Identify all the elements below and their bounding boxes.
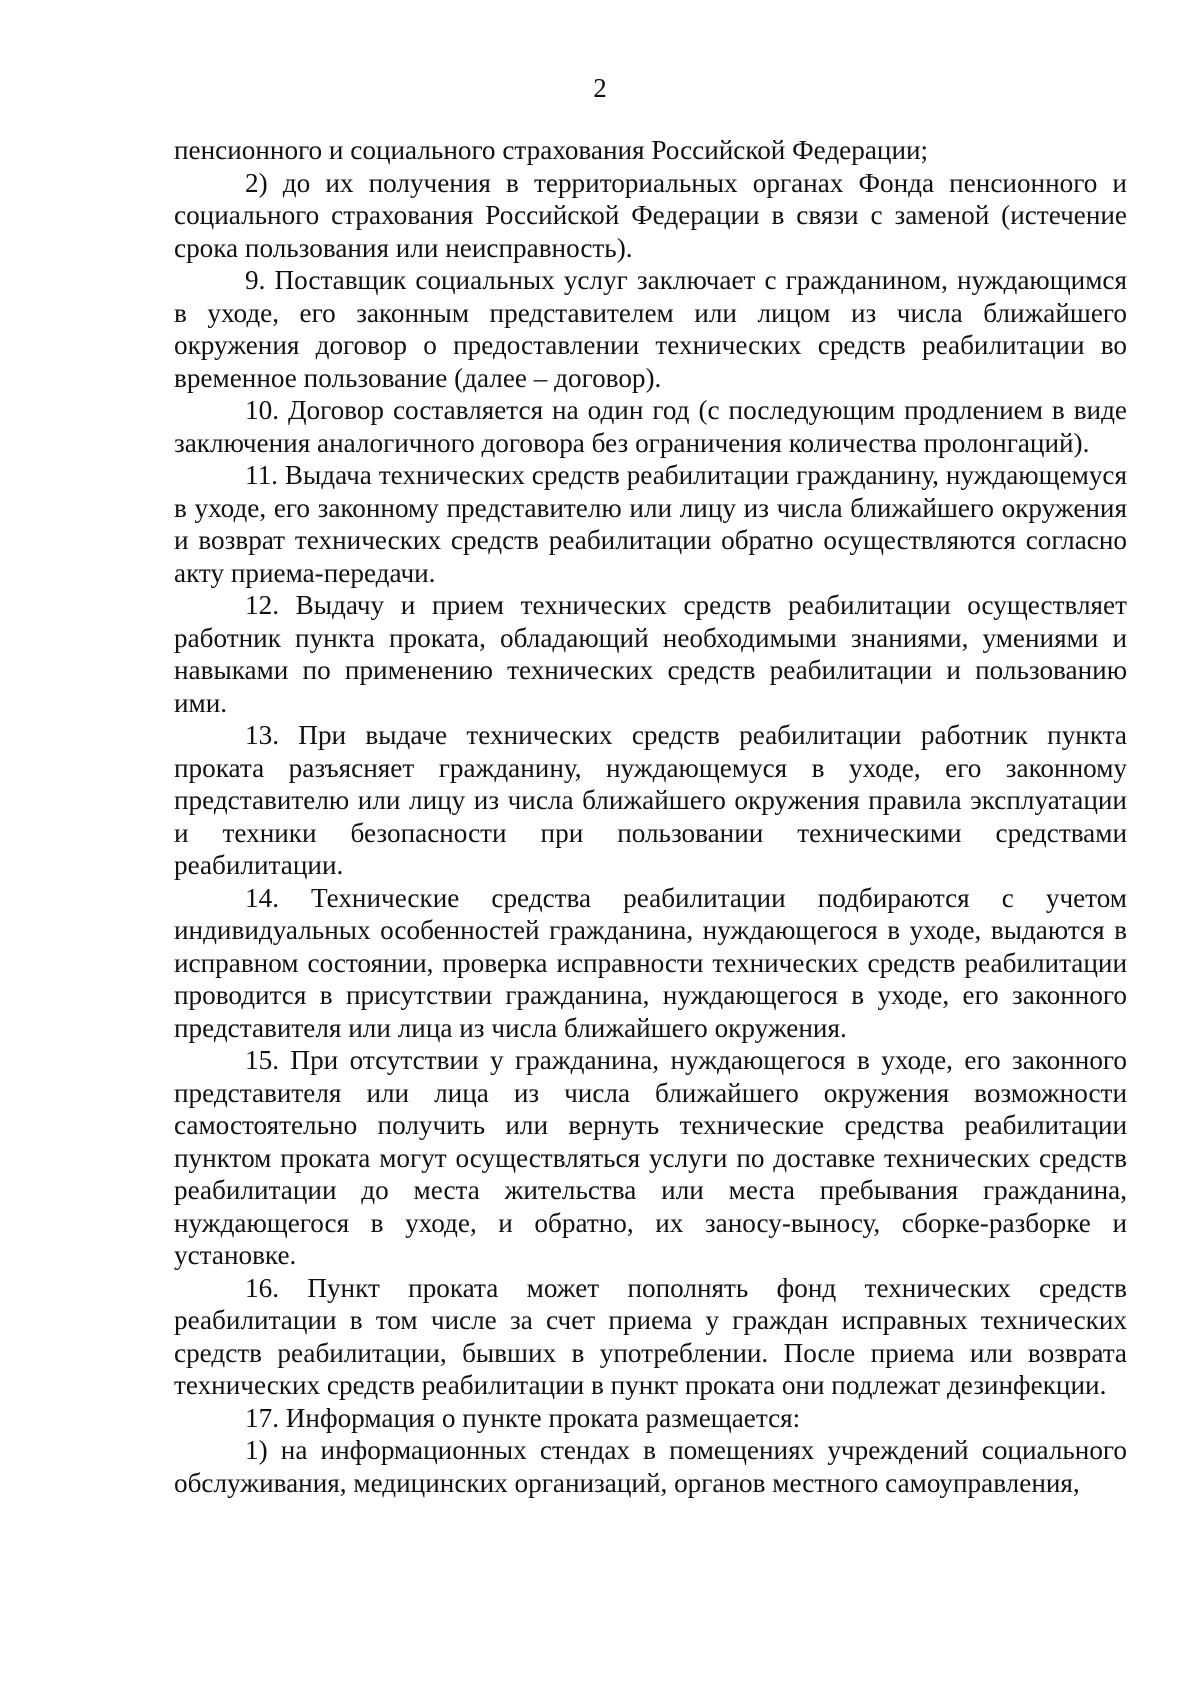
paragraph-clause-17: 17. Информация о пункте проката размещается: [245, 1402, 801, 1433]
page-number: 2 [593, 73, 607, 103]
paragraph-clause-16: 16. Пункт проката может пополнять фонд технических средств реабилитации в том числе за счет приема у граждан исправных технических средств реабилитации, бывших в употреблении. После приема или возврата технических средств реабилитации в пункт проката они подлежат дезинфекции. [174, 1272, 1127, 1400]
paragraph-continuation: пенсионного и социального страхования Российской Федерации; [174, 135, 929, 165]
paragraph-clause-15: 15. При отсутствии у гражданина, нуждающегося в уходе, его законного представителя или лица из числа ближайшего окружения возможности самостоятельно получить или вернуть технические средства реабилитации пунктом проката могут осуществляться услуги по доставке технических средств реабилитации до места жительства или места пребывания гражданина, нуждающегося в уходе, и обратно, их заносу-выносу, сборке-разборке и установке. [174, 1045, 1127, 1270]
paragraph-clause-10: 10. Договор составляется на один год (с последующим продлением в виде заключения аналогичного договора без ограничения количества пролонгаций). [174, 395, 1127, 458]
paragraph-clause-14: 14. Технические средства реабилитации подбираются с учетом индивидуальных особенностей гражданина, нуждающегося в уходе, выдаются в исправном состоянии, проверка исправности технических средств реабилитации проводится в присутствии гражданина, нуждающегося в уходе, его законного представителя или лица из числа ближайшего окружения. [174, 882, 1127, 1043]
paragraph-clause-9: 9. Поставщик социальных услуг заключает с гражданином, нуждающимся в уходе, его законным представителем или лицом из числа ближайшего окружения договор о предоставлении технических средств реабилитации во временное пользование (далее – договор). [174, 265, 1127, 393]
paragraph-clause-11: 11. Выдача технических средств реабилитации гражданину, нуждающемуся в уходе, его законному представителю или лицу из числа ближайшего окружения и возврат технических средств реабилитации обратно осуществляются согласно акту приема-передачи. [174, 460, 1127, 588]
paragraph-item-1: 1) на информационных стендах в помещениях учреждений социального обслуживания, медицинских организаций, органов местного самоуправления, [174, 1435, 1127, 1498]
paragraph-clause-12: 12. Выдачу и прием технических средств реабилитации осуществляет работник пункта проката, обладающий необходимыми знаниями, умениями и навыками по применению технических средств реабилитации и пользованию ими. [174, 590, 1127, 718]
paragraph-clause-13: 13. При выдаче технических средств реабилитации работник пункта проката разъясняет гражданину, нуждающемуся в уходе, его законному представителю или лицу из числа ближайшего окружения правила эксплуатации и техники безопасности при пользовании техническими средствами реабилитации. [174, 720, 1127, 880]
document-body [174, 134, 1127, 1499]
paragraph-item-2: 2) до их получения в территориальных органах Фонда пенсионного и социального страхования Российской Федерации в связи с заменой (истечение срока пользования или неисправность). [174, 167, 1127, 263]
